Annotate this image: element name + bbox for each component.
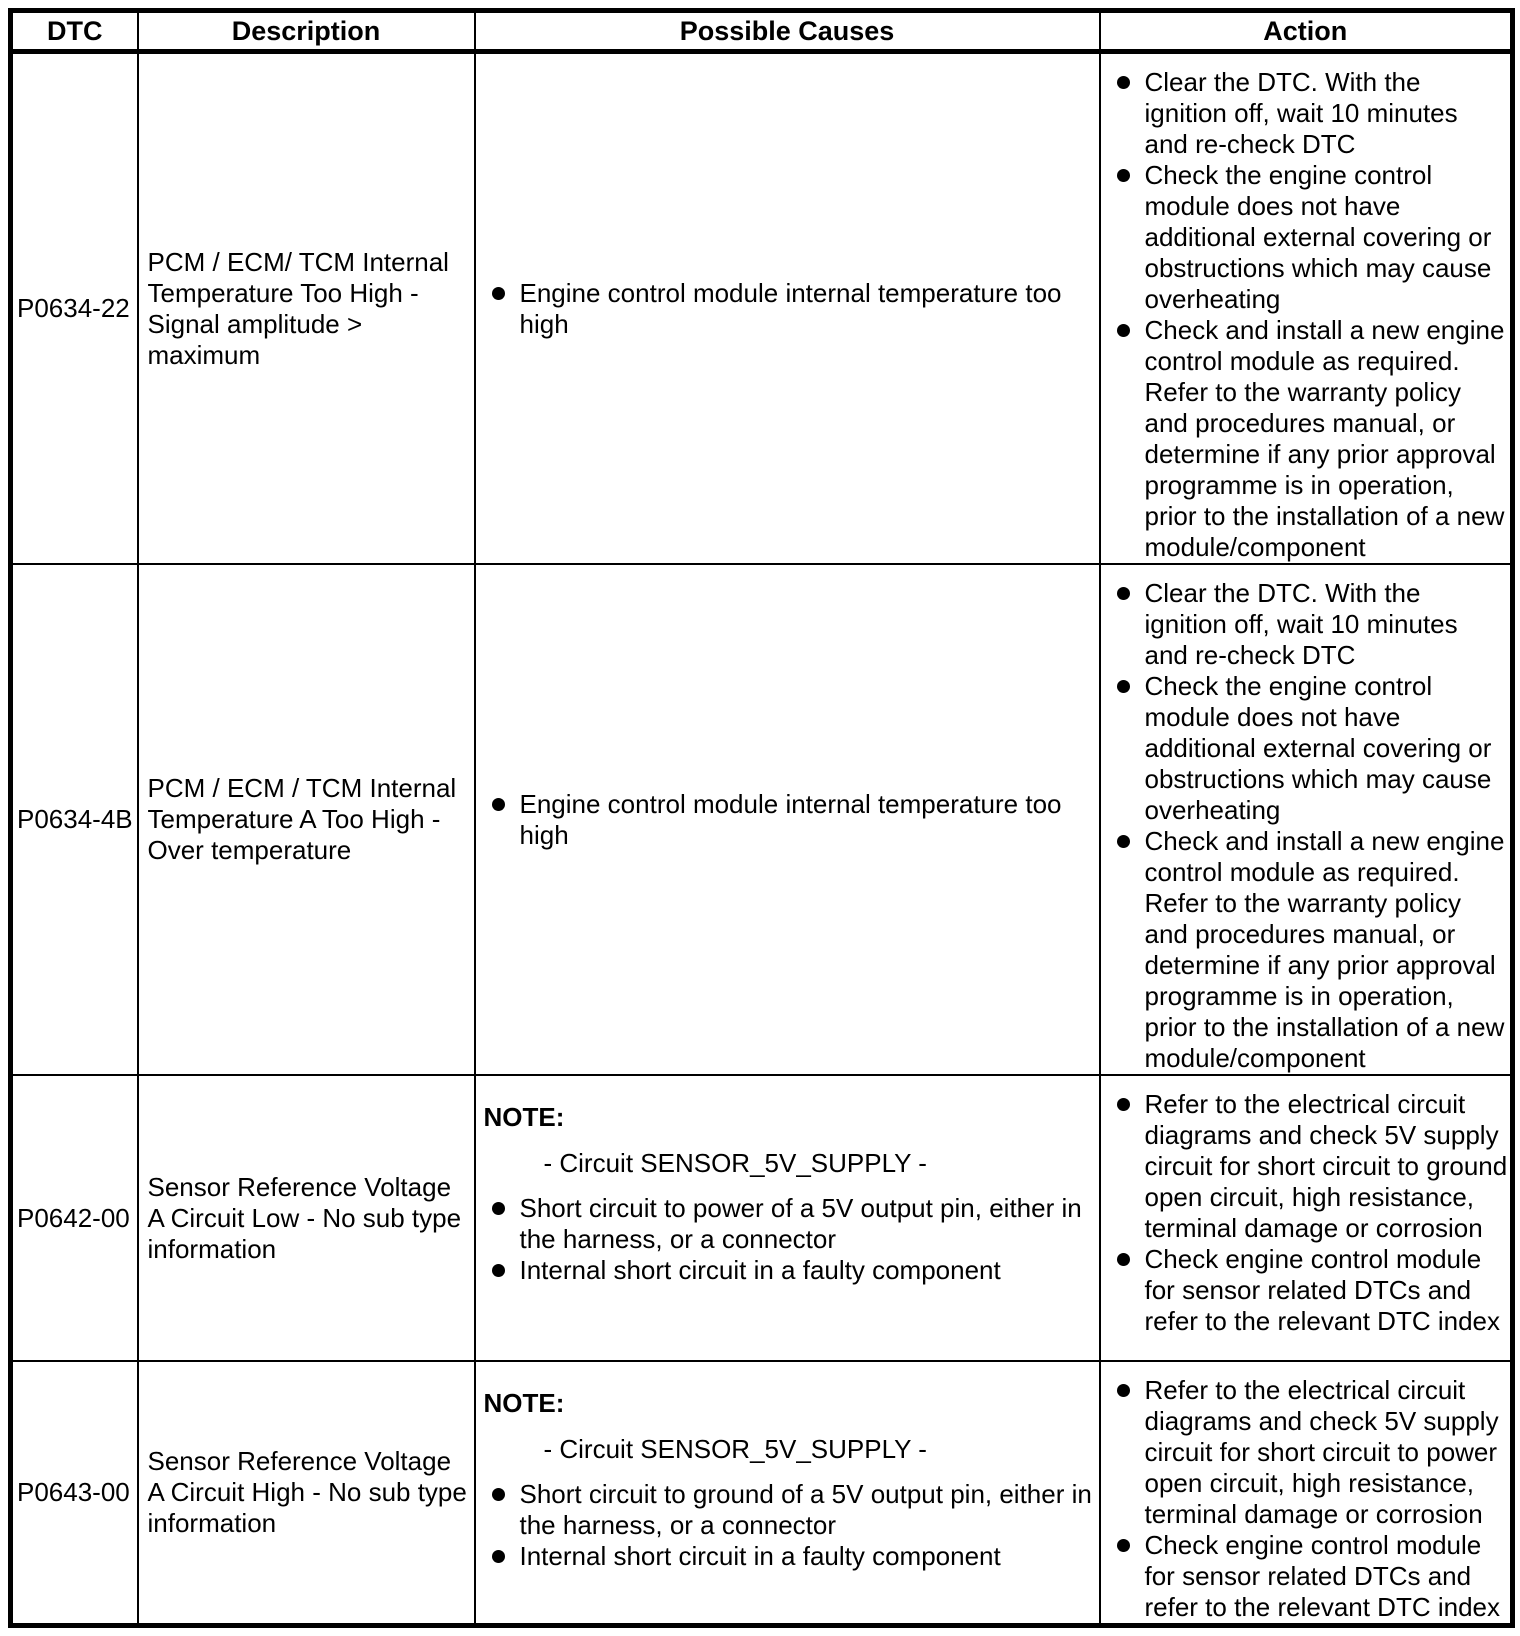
action-list xyxy=(1101,67,1509,563)
description-text: PCM / ECM / TCM Internal Temperature A Too High - Over temperature xyxy=(147,773,457,865)
bullet-icon xyxy=(492,1264,505,1277)
list-item-text: Check engine control module for sensor related DTCs and refer to the relevant DTC index xyxy=(1144,1530,1500,1622)
description-text: Sensor Reference Voltage A Circuit High - No sub type information xyxy=(147,1446,467,1538)
column-header-dtc: DTC xyxy=(11,11,138,52)
note-block xyxy=(476,1388,1095,1465)
dtc-code-cell xyxy=(11,52,138,565)
list-item-text: Short circuit to ground of a 5V output pin, either in the harness, or a connector xyxy=(519,1479,1092,1540)
list-item-text: Refer to the electrical circuit diagrams and check 5V supply circuit for short circuit to power open circuit, high resistance, terminal damage or corrosion xyxy=(1144,1375,1499,1529)
possible-causes-cell xyxy=(475,52,1100,565)
bullet-icon xyxy=(1117,1098,1130,1111)
dtc-code: P0634-22 xyxy=(17,293,130,323)
list-item xyxy=(476,278,1095,340)
table-header xyxy=(11,11,1513,52)
list-item xyxy=(1101,578,1509,671)
dtc-fault-table xyxy=(8,8,1515,1628)
list-item xyxy=(1101,671,1509,826)
note-block xyxy=(476,1102,1095,1179)
bullet-icon xyxy=(1117,324,1130,337)
bullet-icon xyxy=(1117,680,1130,693)
dtc-code: P0634-4B xyxy=(17,804,133,834)
list-item-text: Check engine control module for sensor related DTCs and refer to the relevant DTC index xyxy=(1144,1244,1500,1336)
bullet-icon xyxy=(1117,76,1130,89)
note-label: NOTE: xyxy=(483,1388,565,1418)
list-item-text: Clear the DTC. With the ignition off, wait 10 minutes and re-check DTC xyxy=(1144,67,1458,159)
list-item-text: Internal short circuit in a faulty component xyxy=(519,1255,1001,1285)
causes-list xyxy=(476,278,1095,340)
column-header-action: Action xyxy=(1100,11,1513,52)
dtc-code-cell xyxy=(11,1361,138,1626)
list-item-text: Engine control module internal temperature too high xyxy=(519,788,1062,850)
table-row xyxy=(11,564,1513,1075)
list-item-text: Short circuit to power of a 5V output pin, either in the harness, or a connector xyxy=(519,1193,1082,1254)
note-circuit-text: - Circuit SENSOR_5V_SUPPLY - xyxy=(543,1434,927,1464)
possible-causes-cell xyxy=(475,1361,1100,1626)
description-cell xyxy=(138,1361,475,1626)
list-item xyxy=(1101,1530,1509,1623)
list-item xyxy=(476,789,1095,851)
bullet-icon xyxy=(1117,835,1130,848)
bullet-icon xyxy=(1117,1253,1130,1266)
note-label: NOTE: xyxy=(483,1102,565,1132)
description-text: PCM / ECM/ TCM Internal Temperature Too High - Signal amplitude > maximum xyxy=(147,246,449,370)
dtc-code-cell xyxy=(11,1075,138,1361)
action-cell xyxy=(1100,1361,1513,1626)
list-item xyxy=(476,1541,1095,1572)
list-item xyxy=(476,1193,1095,1255)
list-item xyxy=(1101,826,1509,1074)
list-item-text: Check the engine control module does not have additional external covering or obstructions which may cause overheating xyxy=(1144,671,1492,825)
list-item-text: Check the engine control module does not have additional external covering or obstructions which may cause overheating xyxy=(1144,160,1492,314)
list-item xyxy=(1101,315,1509,563)
description-cell xyxy=(138,1075,475,1361)
bullet-icon xyxy=(1117,1539,1130,1552)
list-item xyxy=(1101,1244,1509,1337)
list-item xyxy=(1101,1089,1509,1244)
bullet-icon xyxy=(1117,1384,1130,1397)
description-cell xyxy=(138,52,475,565)
causes-list xyxy=(476,789,1095,851)
bullet-icon xyxy=(492,1550,505,1563)
list-item-text: Engine control module internal temperature too high xyxy=(519,277,1062,339)
action-cell xyxy=(1100,1075,1513,1361)
list-item-text: Check and install a new engine control module as required. Refer to the warranty policy and procedures manual, or determine if any prior approval programme is in operation, prior to the installation of a new module/component xyxy=(1144,315,1505,562)
dtc-code: P0643-00 xyxy=(17,1477,130,1507)
action-cell xyxy=(1100,564,1513,1075)
list-item-text: Clear the DTC. With the ignition off, wait 10 minutes and re-check DTC xyxy=(1144,578,1458,670)
possible-causes-cell xyxy=(475,1075,1100,1361)
list-item xyxy=(1101,160,1509,315)
list-item-text: Refer to the electrical circuit diagrams and check 5V supply circuit for short circuit to ground open circuit, high resistance, terminal damage or corrosion xyxy=(1144,1089,1508,1243)
list-item xyxy=(1101,67,1509,160)
table-body xyxy=(11,52,1513,1626)
bullet-icon xyxy=(492,1488,505,1501)
action-cell xyxy=(1100,52,1513,565)
table-row xyxy=(11,1361,1513,1626)
bullet-icon xyxy=(1117,169,1130,182)
list-item-text: Internal short circuit in a faulty component xyxy=(519,1541,1001,1571)
list-item-text: Check and install a new engine control module as required. Refer to the warranty policy and procedures manual, or determine if any prior approval programme is in operation, prior to the installation of a new module/component xyxy=(1144,826,1505,1073)
column-header-description: Description xyxy=(138,11,475,52)
description-text: Sensor Reference Voltage A Circuit Low - No sub type information xyxy=(147,1171,462,1264)
table-row xyxy=(11,52,1513,565)
action-list xyxy=(1101,1089,1509,1337)
table-row xyxy=(11,1075,1513,1361)
action-list xyxy=(1101,1375,1509,1623)
dtc-code: P0642-00 xyxy=(17,1202,130,1233)
bullet-icon xyxy=(1117,587,1130,600)
header-row xyxy=(11,11,1513,52)
causes-list xyxy=(476,1193,1095,1286)
possible-causes-cell xyxy=(475,564,1100,1075)
column-header-possible-causes: Possible Causes xyxy=(475,11,1100,52)
bullet-icon xyxy=(492,287,505,300)
description-cell xyxy=(138,564,475,1075)
dtc-code-cell xyxy=(11,564,138,1075)
causes-list xyxy=(476,1479,1095,1572)
bullet-icon xyxy=(492,798,505,811)
bullet-icon xyxy=(492,1202,505,1215)
action-list xyxy=(1101,578,1509,1074)
list-item xyxy=(476,1479,1095,1541)
list-item xyxy=(476,1255,1095,1286)
list-item xyxy=(1101,1375,1509,1530)
note-circuit-text: - Circuit SENSOR_5V_SUPPLY - xyxy=(543,1148,927,1178)
